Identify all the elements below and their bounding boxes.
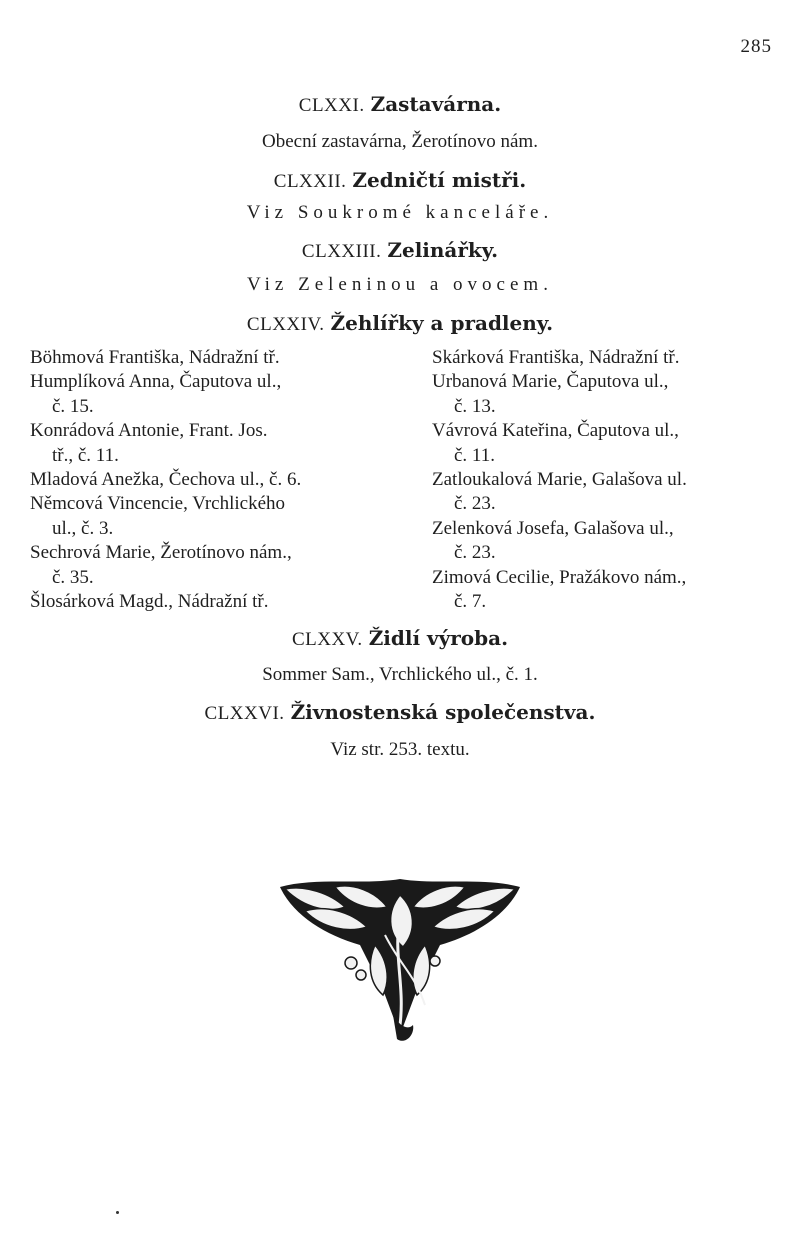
section-text: Obecní zastavárna, Žerotínovo nám. [262,131,538,152]
leaf-ornament-icon [275,875,525,1050]
list-item [432,566,782,615]
section-heading-clxxiv [0,311,800,336]
section-title: Zelinářky. [387,238,499,262]
section-number: CLXXI. [298,95,365,116]
section-heading-clxxii [0,168,800,193]
entry-text: Humplíková Anna, Čaputova ul., [30,371,282,393]
list-item [30,468,380,492]
section-title: Zedničtí mistři. [352,168,527,192]
section-number: CLXXIV. [246,314,325,335]
page-number: 285 [740,36,772,57]
entry-text: Konrádová Antonie, Frant. Jos. [30,420,268,442]
entry-text: Vávrová Kateřina, Čaputova ul., [432,420,679,442]
entry-text: Böhmová Františka, Nádražní tř. [30,347,280,368]
list-item [30,590,380,614]
entry-text: Zelenková Josefa, Galašova ul., [432,517,674,539]
section-title: Zastavárna. [370,92,502,116]
section-number: CLXXIII. [301,241,382,262]
entry-continuation: č. 35. [52,566,94,588]
section-title: Žehlířky a pradleny. [330,311,554,335]
list-item [30,346,380,370]
section-heading-clxxi [0,92,800,117]
entry-text: Zimová Cecilie, Pražákovo nám., [432,566,687,588]
list-item [432,419,782,468]
ink-speck [116,1211,119,1214]
section-title: Židlí výroba. [368,626,509,650]
list-item [432,517,782,566]
section-title: Živnostenská společenstva. [290,700,596,724]
entry-continuation: č. 11. [454,444,495,466]
entry-continuation: č. 7. [454,591,487,613]
entries-left-column [30,346,380,614]
section-text: Viz str. 253. textu. [330,739,470,760]
list-item [30,541,380,590]
list-item [432,370,782,419]
section-number: CLXXVI. [204,703,285,724]
list-item [30,370,380,419]
entry-text: Urbanová Marie, Čaputova ul., [432,371,669,393]
section-heading-clxxvi [0,700,800,725]
entry-text: Němcová Vincencie, Vrchlického [30,493,285,515]
section-text: Viz Soukromé kanceláře. [246,202,554,223]
section-heading-clxxiii [0,238,800,263]
section-heading-clxxv [0,626,800,651]
entry-continuation: tř., č. 11. [52,444,119,466]
list-item [432,346,782,370]
entry-continuation: ul., č. 3. [52,517,114,539]
entries-right-column [432,346,782,614]
entry-continuation: č. 23. [454,493,496,515]
section-text: Viz Zeleninou a ovocem. [247,274,553,295]
entry-continuation: č. 15. [52,395,94,417]
entry-continuation: č. 13. [454,395,496,417]
entry-text: Zatloukalová Marie, Galašova ul. [432,469,687,491]
section-number: CLXXII. [273,171,347,192]
entry-text: Mladová Anežka, Čechova ul., č. 6. [30,469,302,491]
section-number: CLXXV. [291,629,363,650]
entry-continuation: č. 23. [454,542,496,564]
entry-text: Skárková Františka, Nádražní tř. [432,347,680,368]
list-item [30,419,380,468]
list-item [432,468,782,517]
entry-text: Šlosárková Magd., Nádražní tř. [30,591,269,613]
entry-text: Sechrová Marie, Žerotínovo nám., [30,542,292,564]
section-text: Sommer Sam., Vrchlického ul., č. 1. [262,664,538,685]
list-item [30,492,380,541]
